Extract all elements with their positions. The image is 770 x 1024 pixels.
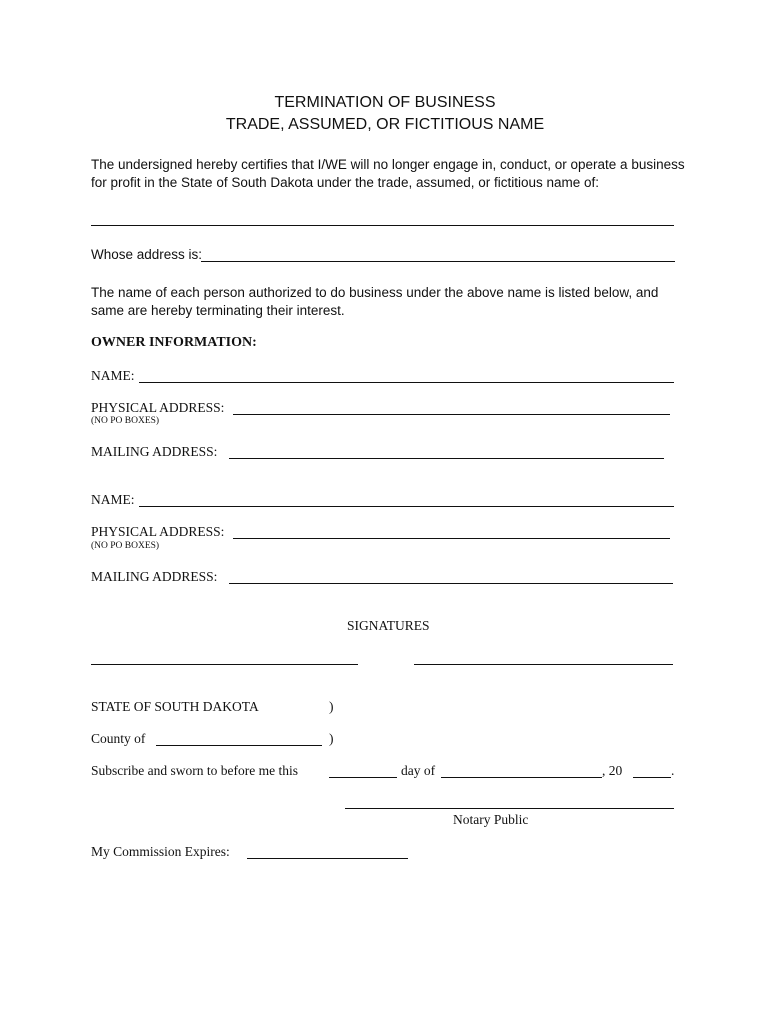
day-of-label: day of [401, 763, 436, 778]
signature-line-1[interactable] [91, 664, 358, 665]
intro-paragraph [91, 156, 691, 192]
subscribe-label: Subscribe and sworn to before me this [91, 763, 298, 778]
owner-1-physical-label: PHYSICAL ADDRESS: [91, 400, 225, 415]
signature-line-2[interactable] [414, 664, 673, 665]
owner-2-physical-field[interactable] [233, 538, 670, 539]
form-title-line-1: TERMINATION OF BUSINESS [274, 94, 496, 111]
owner-1-name-label: NAME: [91, 368, 135, 383]
intro-line-2: for profit in the State of South Dakota under the trade, assumed, or fictitious name of: [91, 175, 600, 190]
owner-2-mailing-label: MAILING ADDRESS: [91, 569, 218, 584]
owner-2-no-po-note: (NO PO BOXES) [91, 541, 160, 551]
authorized-paragraph [91, 284, 691, 320]
commission-label: My Commission Expires: [91, 844, 230, 859]
commission-field[interactable] [247, 858, 408, 859]
owner-2-physical-label: PHYSICAL ADDRESS: [91, 524, 225, 539]
signatures-heading: SIGNATURES [347, 618, 430, 633]
owner-2-name-label: NAME: [91, 492, 135, 507]
county-label: County of [91, 731, 146, 746]
notary-signature-line[interactable] [345, 808, 674, 809]
owner-1-physical-field[interactable] [233, 414, 670, 415]
day-field[interactable] [329, 777, 397, 778]
owner-1-mailing-field[interactable] [229, 458, 664, 459]
owner-1-name-field[interactable] [139, 382, 674, 383]
intro-line-1: The undersigned hereby certifies that I/WE will no longer engage in, conduct, or operate a business [91, 157, 685, 172]
sworn-period: . [671, 763, 675, 778]
month-field[interactable] [441, 777, 602, 778]
state-label: STATE OF SOUTH DAKOTA [91, 699, 259, 714]
owner-information-heading: OWNER INFORMATION: [91, 335, 257, 350]
owner-1-no-po-note: (NO PO BOXES) [91, 416, 160, 426]
owner-2-mailing-field[interactable] [229, 583, 673, 584]
notary-public-label: Notary Public [453, 812, 529, 827]
address-label: Whose address is: [91, 247, 203, 262]
county-paren: ) [329, 731, 334, 746]
year-field[interactable] [633, 777, 671, 778]
owner-2-name-field[interactable] [139, 506, 674, 507]
county-field[interactable] [156, 745, 322, 746]
state-paren: ) [329, 699, 334, 714]
authorized-line-1: The name of each person authorized to do business under the above name is listed below, and [91, 285, 659, 300]
authorized-line-2: same are hereby terminating their interest. [91, 303, 345, 318]
year-prefix-label: , 20 [602, 763, 623, 778]
business-address-field[interactable] [201, 261, 675, 262]
business-name-field[interactable] [91, 225, 674, 226]
owner-1-mailing-label: MAILING ADDRESS: [91, 444, 218, 459]
form-title-line-2: TRADE, ASSUMED, OR FICTITIOUS NAME [225, 116, 545, 133]
